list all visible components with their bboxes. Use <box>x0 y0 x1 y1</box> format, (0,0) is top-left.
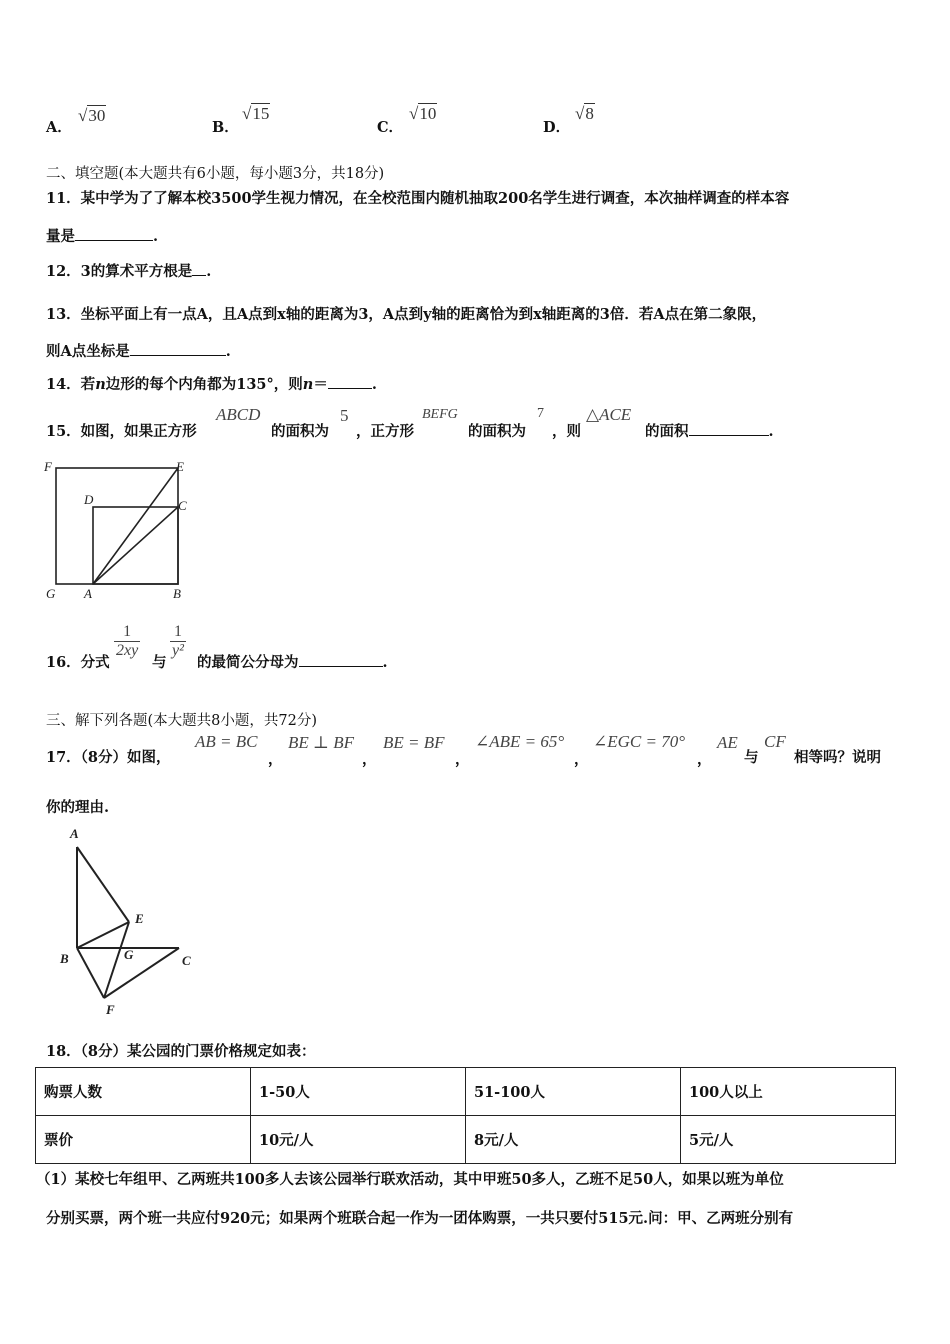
table-cell: 51-100人 <box>466 1068 681 1116</box>
table-cell: 10元/人 <box>251 1116 466 1164</box>
fig15-label-e: E <box>176 459 184 474</box>
q17-cond4: ∠ABE = 65° <box>475 732 565 751</box>
q17-cond1: AB = BC <box>195 732 258 751</box>
q16-pre: 16．分式 <box>46 654 110 671</box>
q18-intro: 18．（8分）某公园的门票价格规定如表： <box>46 1043 316 1060</box>
option-a-value: √30 <box>78 106 106 125</box>
q17-sep1: ， <box>268 751 283 768</box>
table-cell: 8元/人 <box>466 1116 681 1164</box>
fig15-label-f: F <box>44 459 52 474</box>
q15-square-abcd: ABCD <box>216 405 261 424</box>
q15-value2: 7 <box>537 406 544 421</box>
fig15-label-a: A <box>84 586 92 601</box>
q11-line2: 量是 . <box>46 228 159 245</box>
q17-cf: CF <box>764 732 786 751</box>
fig15-label-c: C <box>178 498 187 513</box>
q16-fraction2: $\frac{1}{\text{y²}}$ <box>172 623 184 659</box>
table-cell: 5元/人 <box>681 1116 896 1164</box>
q17-cond3: BE = BF <box>383 733 445 752</box>
segment-cf <box>104 948 179 998</box>
q12: 12．3的算术平方根是 . <box>46 263 212 280</box>
fig17-label-f: F <box>106 1002 115 1017</box>
segment-ae <box>93 468 178 584</box>
table-row <box>36 1068 896 1116</box>
fig17-label-g: G <box>124 947 134 962</box>
q18-part1-line1: （1）某校七年组甲、乙两班共100多人去该公园举行联欢活动，其中甲班50多人，乙班不足50人，如果以班为单位 <box>36 1171 784 1188</box>
fig17-label-a: A <box>70 826 79 841</box>
q16-post: 的最简公分母为 . <box>197 654 388 671</box>
q15-square-befg: BEFG <box>422 407 458 422</box>
figure-17 <box>52 822 212 1022</box>
q17-sep3: ， <box>455 751 470 768</box>
option-a-label: A． <box>46 119 72 136</box>
q15-text5: 的面积 . <box>645 423 774 440</box>
q17-ae: AE <box>717 733 738 752</box>
table-cell: 1-50人 <box>251 1068 466 1116</box>
fig17-label-b: B <box>60 951 69 966</box>
table-cell: 100人以上 <box>681 1068 896 1116</box>
square-befg <box>56 468 178 584</box>
table-cell: 票价 <box>36 1116 251 1164</box>
q17-pre: 17．（8分）如图， <box>46 749 171 766</box>
q17-sep5: ， <box>697 751 712 768</box>
fig15-label-b: B <box>173 586 181 601</box>
option-b-label: B． <box>212 119 239 136</box>
fig17-label-e: E <box>135 911 144 926</box>
table-row <box>36 1116 896 1164</box>
q15-text2: ，正方形 <box>356 423 414 440</box>
q15-text4: ，则 <box>552 423 581 440</box>
q17-mid: 与 <box>744 749 759 766</box>
fig15-label-g: G <box>46 586 56 601</box>
fig15-label-d: D <box>84 492 94 507</box>
q18-part1-line2: 分别买票，两个班一共应付920元；如果两个班联合起一作为一团体购票，一共只要付515元.问：甲、乙两班分别有 <box>46 1210 794 1227</box>
option-c-value: √10 <box>409 104 437 123</box>
option-d-label: D． <box>543 119 571 136</box>
q15-text1: 的面积为 <box>271 423 329 440</box>
q13-line1: 13．坐标平面上有一点A，且A点到x轴的距离为3，A点到y轴的距离恰为到x轴距离的3倍．若A点在第二象限， <box>46 306 767 323</box>
q14: 14．若n边形的每个内角都为135°，则n＝ . <box>46 376 377 393</box>
q11-line1: 11．某中学为了了解本校3500学生视力情况，在全校范围内随机抽取200名学生进行调查，本次抽样调查的样本容 <box>46 190 790 207</box>
q15-triangle: △ACE <box>586 405 632 424</box>
q17-cond5: ∠EGC = 70° <box>593 732 686 751</box>
option-b-value: √15 <box>242 104 270 123</box>
q17-post: 相等吗？说明 <box>794 749 881 766</box>
q16-fraction1: $\frac{1}{2xy}$ <box>116 623 139 659</box>
section2-title: 二、填空题(本大题共有6小题，每小题3分，共18分) <box>46 166 385 182</box>
segment-bf <box>77 948 104 998</box>
figure-15 <box>40 455 200 605</box>
q15-text3: 的面积为 <box>468 423 526 440</box>
q16-mid: 与 <box>152 654 167 671</box>
section3-title: 三、解下列各题(本大题共8小题，共72分) <box>46 713 317 729</box>
q13-line2: 则A点坐标是 . <box>46 343 231 360</box>
q17-sep4: ， <box>574 751 589 768</box>
q15-pre: 15．如图，如果正方形 <box>46 423 197 440</box>
table-cell: 购票人数 <box>36 1068 251 1116</box>
fig17-label-c: C <box>182 953 191 968</box>
segment-ac <box>93 507 178 584</box>
q17-sep2: ， <box>362 751 377 768</box>
q17-line2: 你的理由. <box>46 799 110 816</box>
option-c-label: C． <box>377 119 404 136</box>
option-d-value: √8 <box>575 104 594 123</box>
segment-ae <box>77 847 129 922</box>
q17-cond2: BE ⊥ BF <box>288 733 355 752</box>
ticket-price-table <box>35 1067 896 1164</box>
q15-value1: 5 <box>340 406 349 425</box>
